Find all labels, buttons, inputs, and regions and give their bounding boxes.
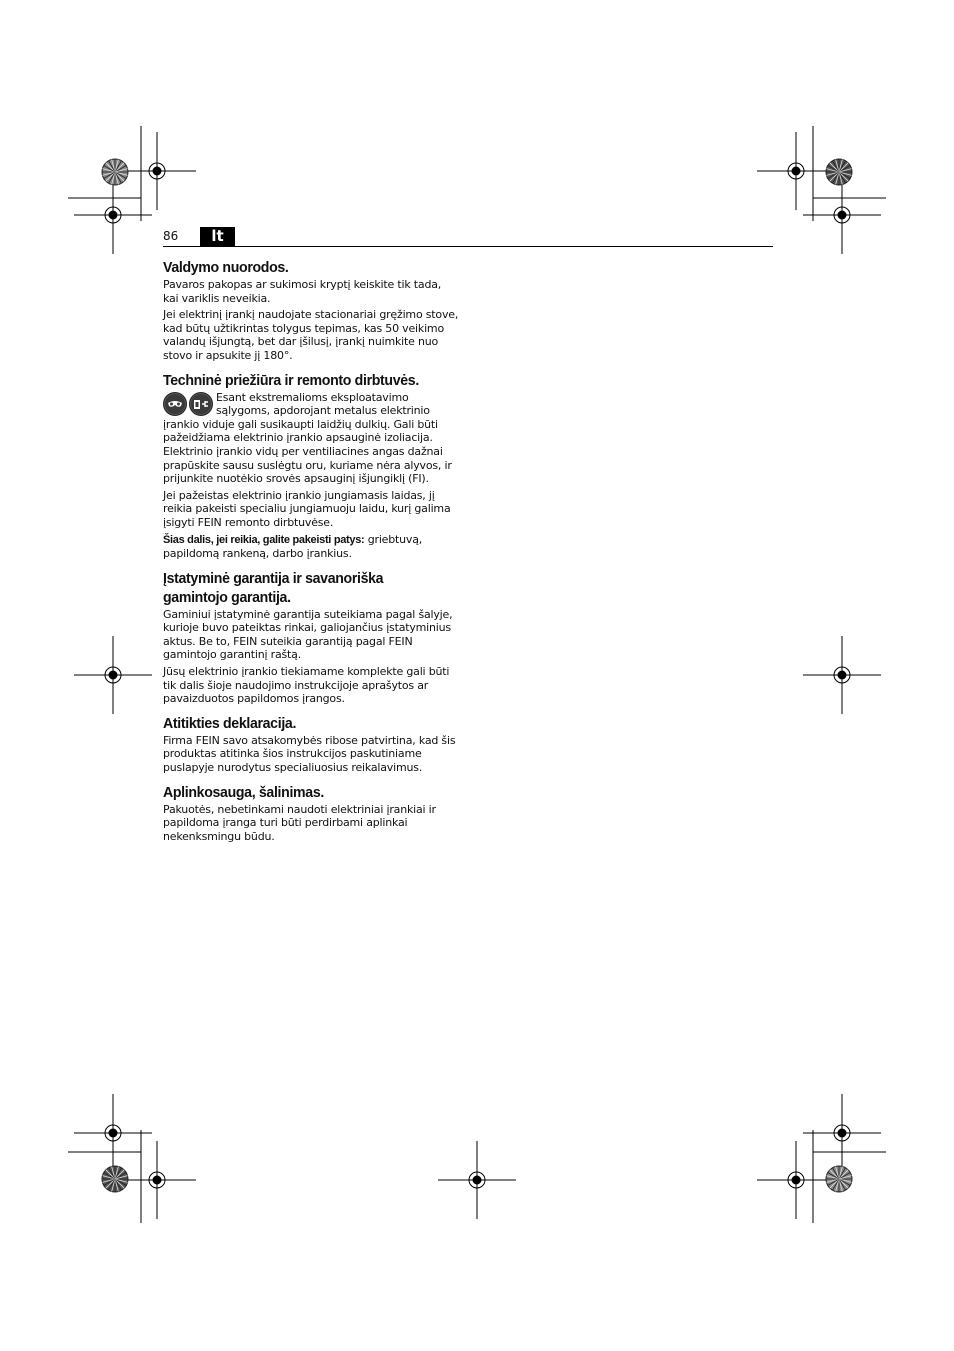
section-heading: Techninė priežiūra ir remonto dirbtuvės.: [163, 371, 419, 389]
header-rule: [163, 246, 773, 247]
section-operating-instructions: [163, 258, 459, 363]
paragraph: Jei elektrinį įrankį naudojate stacionariai gręžimo stove, kad būtų užtikrintas tolygus tepimas, kas 50 veikimo valandų išjungtą, bet dar įšilusį, įrankį nuimkite nuo stovo ir apsukite jį 180°.: [163, 308, 459, 362]
paragraph: Pakuotės, nebetinkami naudoti elektriniai įrankiai ir papildoma įranga turi būti perdirbami aplinkai nekenksmingu būdu.: [163, 802, 436, 843]
registration-wheel-icon: [826, 1166, 852, 1192]
disconnect-plug-icon: [189, 392, 213, 416]
section-heading: Aplinkosauga, šalinimas.: [163, 783, 324, 801]
section-declaration-of-conformity: [163, 714, 459, 775]
replaceable-parts-text: griebtuvą, papildomą rankeną, darbo įrankius.: [163, 532, 423, 561]
section-heading: Valdymo nuorodos.: [163, 259, 289, 276]
registration-target-icon: [118, 1141, 196, 1219]
section-environment-disposal: [163, 783, 459, 844]
heading-line: Įstatyminė garantija ir savanoriška: [163, 569, 384, 587]
main-column: [163, 258, 459, 851]
page-number: 86: [163, 229, 179, 243]
paragraph: Jūsų elektrinio įrankio tiekiamame komplekte gali būti tik dalis šioje naudojimo instrukcijoje aprašytos ar pavaizduotos papildomos įrangos.: [163, 665, 450, 706]
paragraph: Gaminiui įstatyminė garantija suteikiama pagal šalyje, kurioje buvo pateiktas rinkai, galiojančius įstatyminius aktus. Be to, FEIN suteikia garantiją pagal FEIN gamintojo garantinį raštą.: [163, 607, 453, 662]
registration-target-icon: [438, 1141, 516, 1219]
registration-target-icon: [74, 1094, 152, 1172]
registration-target-icon: [803, 636, 881, 714]
section-warranty: [163, 569, 459, 706]
registration-wheel-icon: [102, 1166, 128, 1192]
section-heading: Atitikties deklaracija.: [163, 714, 297, 732]
heading-line: gamintojo garantija.: [163, 588, 291, 606]
warning-icons: [163, 392, 216, 416]
registration-wheel-icon: [102, 159, 128, 185]
section-heading: [163, 569, 438, 607]
registration-wheel-icon: [826, 159, 852, 185]
paragraph-replaceable-parts: [163, 533, 459, 561]
registration-target-icon: [74, 636, 152, 714]
safety-goggles-icon: [163, 392, 187, 416]
replaceable-parts-lead: Šias dalis, jei reikia, galite pakeisti patys:: [163, 533, 365, 546]
language-badge: lt: [200, 227, 235, 246]
paragraph: Pavaros pakopas ar sukimosi kryptį keiskite tik tada, kai variklis neveikia.: [163, 278, 442, 305]
registration-target-icon: [74, 176, 152, 254]
registration-target-icon: [803, 176, 881, 254]
section-maintenance: [163, 371, 459, 561]
registration-target-icon: [757, 1141, 835, 1219]
paragraph: Firma FEIN savo atsakomybės ribose patvirtina, kad šis produktas atitinka šios instrukcijos paskutiniame puslapyje nurodytus specialiuosius reikalavimus.: [163, 733, 456, 775]
paragraph: Esant ekstremalioms eksploatavimo sąlygoms, apdorojant metalus elektrinio įrankio viduje gali susikaupti laidžių dulkių. Gali būti pažeidžiama elektrinio įrankio apsauginė izoliacija. Elektrinio įrankio vidų per ventiliacines angas dažnai prapūskite sausu suslėgtu oru, kuriame nėra alyvos, ir prijunkite nuotėkio srovės apsauginį išjungiklį (FI).: [163, 390, 452, 486]
paragraph: Jei pažeistas elektrinio įrankio jungiamasis laidas, jį reikia pakeisti specialiu jungiamuoju laidu, kurį galima įsigyti FEIN remonto dirbtuvėse.: [163, 488, 451, 529]
registration-target-icon: [803, 1094, 881, 1172]
